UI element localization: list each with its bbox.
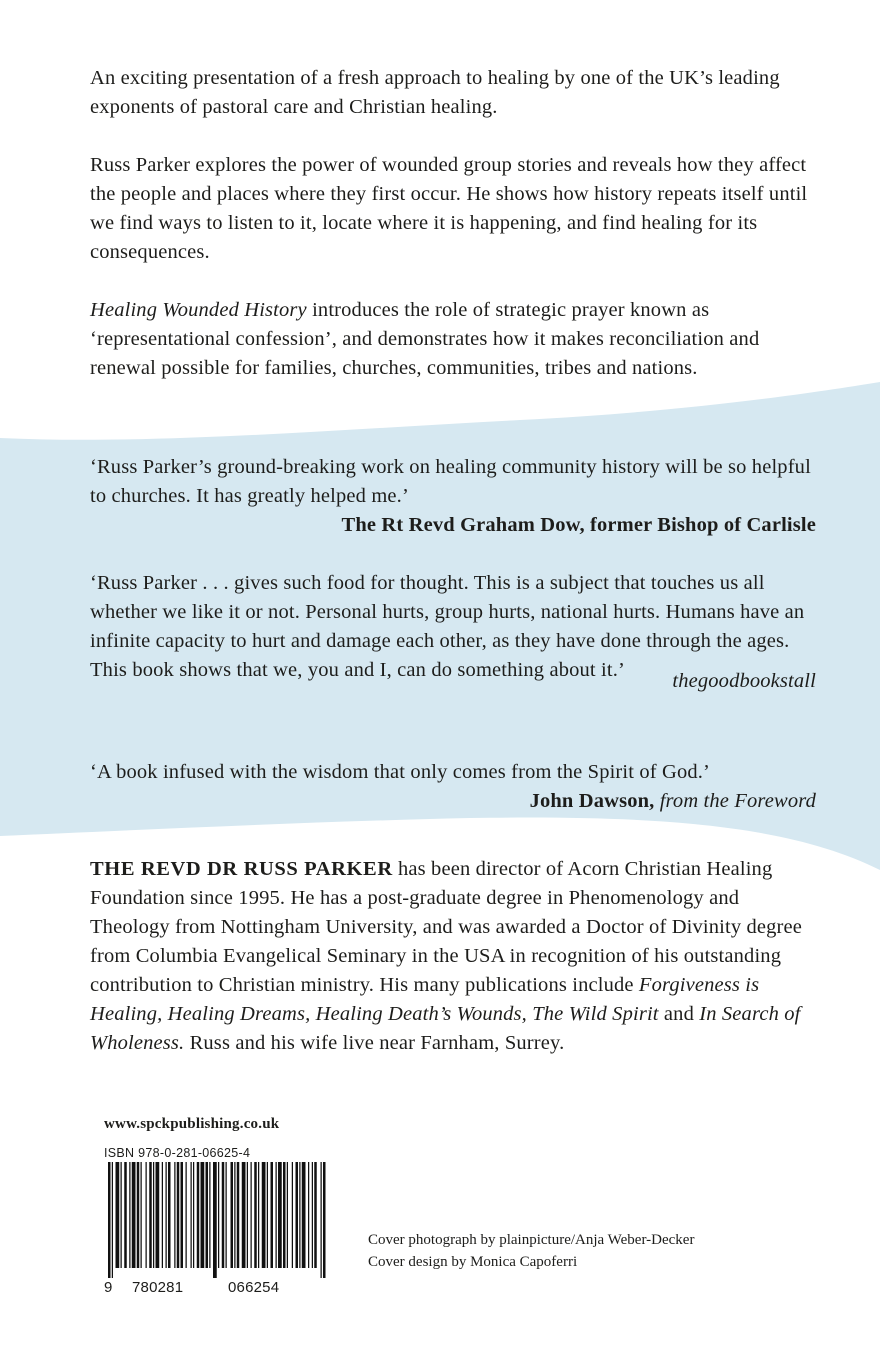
intro-paragraph-1: An exciting presentation of a fresh approach to healing by one of the UK’s leading exponents of pastoral care and Christian healing. <box>90 67 780 118</box>
barcode-bar <box>209 1162 210 1268</box>
photo-credit: Cover photograph by plainpicture/Anja Weber-Decker <box>368 1232 695 1248</box>
barcode-bar <box>312 1162 313 1268</box>
barcode-bar <box>258 1162 259 1268</box>
barcode-bar <box>156 1162 160 1268</box>
barcode-bar <box>137 1162 140 1268</box>
barcode-bar <box>168 1162 171 1268</box>
barcode-bar <box>231 1162 234 1268</box>
barcode-bar <box>186 1162 187 1268</box>
author-name: THE REVD DR RUSS PARKER <box>90 858 393 880</box>
quote-text: ‘Russ Parker . . . gives such food for thought. This is a subject that touches us all whether we like it or not. Personal hurts, group hurts, national hurts. Humans have an infinite capacity to hurt and damage each other, as they have done through the ages. This book shows that we, you and I, can do something about it.’ <box>90 572 805 681</box>
barcode-bar <box>201 1162 205 1268</box>
barcode-bar <box>278 1162 282 1268</box>
attribution-source: from the Foreword <box>659 790 816 812</box>
barcode-bar <box>116 1162 120 1268</box>
barcode-bar <box>124 1162 127 1268</box>
barcode-bar <box>121 1162 122 1268</box>
barcode-bar <box>262 1162 266 1268</box>
barcode-bar <box>153 1162 154 1268</box>
barcode-bar <box>323 1162 326 1278</box>
barcode-bar <box>251 1162 252 1268</box>
barcode-bar <box>108 1162 111 1278</box>
barcode-bar <box>132 1162 136 1268</box>
publication-title: Forgiveness is Healing, <box>90 974 760 1025</box>
barcode-bar <box>302 1162 306 1268</box>
barcode-bar <box>276 1162 277 1268</box>
barcode-bar <box>162 1162 163 1268</box>
barcode-bar <box>166 1162 167 1268</box>
barcode-bar <box>292 1162 293 1268</box>
barcode-bar <box>149 1162 152 1268</box>
barcode-bar <box>287 1162 288 1268</box>
barcode-bar <box>283 1162 286 1268</box>
barcode-bar <box>247 1162 248 1268</box>
barcode-bar <box>314 1162 317 1268</box>
barcode-bar <box>213 1162 217 1278</box>
barcode-bar <box>174 1162 175 1268</box>
quote-attribution: thegoodbookstall <box>672 670 816 692</box>
barcode-bar <box>271 1162 274 1268</box>
barcode-bar <box>234 1162 235 1268</box>
quote-text: ‘A book infused with the wisdom that only comes from the Spirit of God.’ <box>90 761 711 783</box>
quote-attribution: The Rt Revd Graham Dow, former Bishop of Carlisle <box>341 514 816 536</box>
intro-paragraph-2: Russ Parker explores the power of wounded group stories and reveals how they affect the people and places where they first occur. He shows how history repeats itself until we find ways to listen to it, locate where it is happening, and find healing for its consequences. <box>90 154 808 263</box>
publisher-website: www.spckpublishing.co.uk <box>104 1116 280 1132</box>
barcode-bar <box>226 1162 227 1268</box>
barcode-bar <box>237 1162 240 1268</box>
barcode-bar <box>181 1162 184 1268</box>
quote-attribution <box>90 787 816 816</box>
barcode-digit-group-1: 780281 <box>132 1279 184 1296</box>
barcode <box>104 1162 328 1278</box>
endorsement-3 <box>90 758 816 816</box>
author-bio: THE REVD DR RUSS PARKER has been director of Acorn Christian Healing Foundation since 1995. He has a post-graduate degree in Phenomenology and Theology from Nottingham University, and was awarded a Doctor of Divinity degree from Columbia Evangelical Seminary in the USA in recognition of his outstanding contribution to Christian ministry. His many publications include Forgiveness is Healing, Healing Dreams, Healing Death’s Wounds, The Wild Spirit and In Search of Wholeness. Russ and his wife live near Farnham, Surrey. <box>90 858 803 1054</box>
barcode-bar <box>193 1162 194 1268</box>
barcode-bar <box>267 1162 268 1268</box>
publication-title: The Wild Spirit <box>532 1003 659 1025</box>
intro-paragraph-3 <box>90 296 816 383</box>
barcode-bar <box>141 1162 142 1268</box>
book-title: Healing Wounded History <box>90 299 307 321</box>
barcode-digit-group-2: 066254 <box>228 1279 280 1296</box>
cover-credits <box>368 1229 828 1273</box>
design-credit: Cover design by Monica Capoferri <box>368 1254 578 1270</box>
barcode-bar <box>222 1162 225 1268</box>
barcode-bar <box>308 1162 309 1268</box>
barcode-bar <box>177 1162 180 1268</box>
isbn-label: ISBN 978-0-281-06625-4 <box>104 1146 251 1160</box>
barcode-bar <box>112 1162 113 1278</box>
barcode-bar <box>197 1162 200 1268</box>
intro-paragraph-3-text: introduces the role of strategic prayer known as ‘representational confession’, and demonstrates how it makes reconciliation and renewal possible for families, churches, communities, tribes and nations. <box>90 299 760 379</box>
barcode-digit-first: 9 <box>104 1279 113 1296</box>
endorsement-2 <box>90 569 816 696</box>
quote-text: ‘Russ Parker’s ground-breaking work on healing community history will be so helpful to churches. It has greatly helped me.’ <box>90 456 811 507</box>
barcode-bar <box>242 1162 246 1268</box>
barcode-bar <box>129 1162 130 1268</box>
barcode-bar <box>299 1162 300 1268</box>
barcode-bar <box>191 1162 192 1268</box>
barcode-bar <box>254 1162 257 1268</box>
barcode-panel <box>90 1104 342 1298</box>
barcode-bar <box>218 1162 219 1268</box>
barcode-bar <box>206 1162 209 1268</box>
publication-title: In Search of Wholeness. <box>90 1003 801 1054</box>
endorsement-1 <box>90 453 816 540</box>
barcode-bar <box>296 1162 299 1268</box>
attribution-name: John Dawson, <box>529 790 655 812</box>
publication-title: Healing Death’s Wounds, <box>315 1003 527 1025</box>
barcode-bar <box>146 1162 147 1268</box>
barcode-bar <box>321 1162 322 1278</box>
publication-title: Healing Dreams, <box>167 1003 311 1025</box>
